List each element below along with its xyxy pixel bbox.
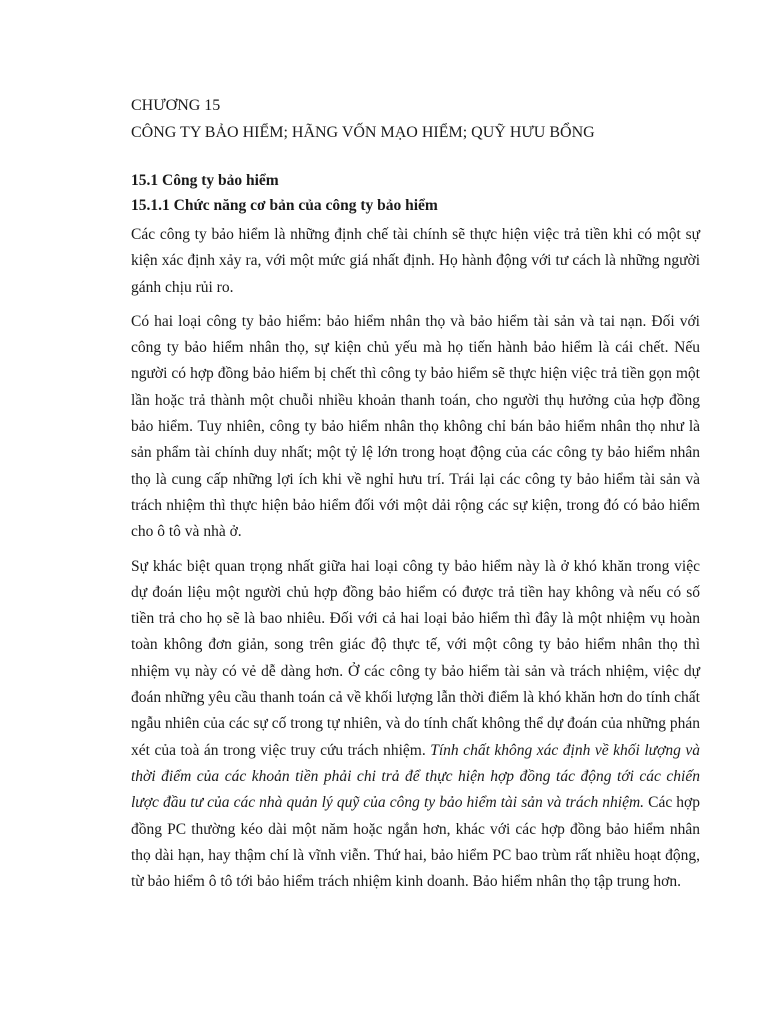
chapter-number: CHƯƠNG 15 (131, 97, 221, 114)
paragraph-3-italic-text: Tính chất không xác định về khối lượng và thời điểm của các khoản tiền phải chi trả để thực hiện hợp đồng tác động tới các chiến lược đầu tư của các nhà quản lý quỹ của công ty bảo hiểm tài sản và trách nhiệm. (131, 741, 700, 812)
chapter-heading (131, 92, 700, 146)
paragraph-3-text-end: Các hợp đồng PC thường kéo dài một năm hoặc ngắn hơn, khác với các hợp đồng bảo hiểm nhân thọ dài hạn, hay thậm chí là vĩnh viễn. Thứ hai, bảo hiểm PC bao trùm rất nhiều hoạt động, từ bảo hiểm ô tô tới bảo hiểm trách nhiệm kinh doanh. Bảo hiểm nhân thọ tập trung hơn. (131, 794, 701, 891)
chapter-title: CÔNG TY BẢO HIỂM; HÃNG VỐN MẠO HIỂM; QUỸ HƯU BỔNG (131, 124, 595, 141)
paragraph-3 (131, 554, 700, 896)
section-heading-15-1: 15.1 Công ty bảo hiểm (131, 172, 279, 189)
paragraph-2: Có hai loại công ty bảo hiểm: bảo hiểm nhân thọ và bảo hiểm tài sản và tai nạn. Đối với công ty bảo hiểm nhân thọ, sự kiện chủ yếu mà họ tiến hành bảo hiểm là cái chết. Nếu người có hợp đồng bảo hiểm bị chết thì công ty bảo hiểm sẽ thực hiện việc trả tiền gọn một lần hoặc trả thành một chuỗi nhiều khoản thanh toán, cho người thụ hưởng của hợp đồng bảo hiểm. Tuy nhiên, công ty bảo hiểm nhân thọ không chỉ bán bảo hiểm nhân thọ như là sản phẩm tài chính duy nhất; một tỷ lệ lớn trong hoạt động của các công ty bảo hiểm nhân thọ là cung cấp những lợi ích khi về nghỉ hưu trí. Trái lại các công ty bảo hiểm tài sản và trách nhiệm thì thực hiện bảo hiểm đối với một dải rộng các sự kiện, trong đó có bảo hiểm cho ô tô và nhà ở. (131, 312, 700, 541)
section-heading-15-1-1: 15.1.1 Chức năng cơ bản của công ty bảo hiểm (131, 197, 438, 214)
paragraph-3-text-start: Sự khác biệt quan trọng nhất giữa hai loại công ty bảo hiểm này là ở khó khăn trong việc dự đoán liệu một người chủ hợp đồng bảo hiểm có được trả tiền hay không và nếu có số tiền trả cho họ sẽ là bao nhiêu. Đối với cả hai loại bảo hiểm thì đây là một nhiệm vụ hoàn toàn không đơn giản, song trên giác độ thực tế, với một công ty bảo hiểm nhân thọ thì nhiệm vụ này có vẻ dễ dàng hơn. Ở các công ty bảo hiểm tài sản và trách nhiệm, việc dự đoán những yêu cầu thanh toán cả về khối lượng lẫn thời điểm là khó khăn hơn do tính chất ngẫu nhiên của các sự cố trong tự nhiên, và do tính chất không thể dự đoán của những phán xét của toà án trong việc truy cứu trách nhiệm. (131, 557, 700, 759)
paragraph-1: Các công ty bảo hiểm là những định chế tài chính sẽ thực hiện việc trả tiền khi có một sự kiện xác định xảy ra, với một mức giá nhất định. Họ hành động với tư cách là những người gánh chịu rủi ro. (131, 226, 700, 296)
